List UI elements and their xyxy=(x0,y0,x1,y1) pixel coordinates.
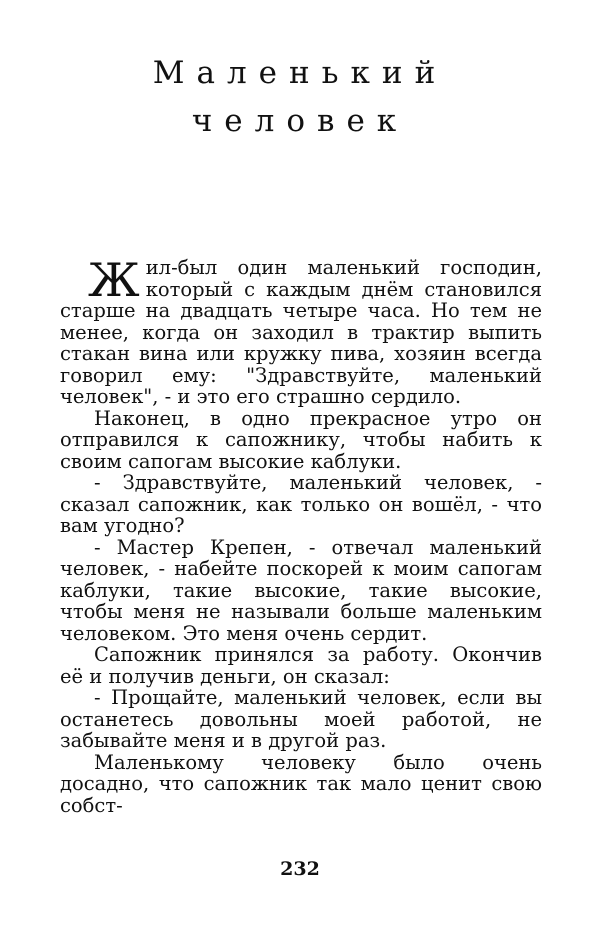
page-number: 232 xyxy=(280,858,320,880)
paragraph-6: - Прощайте, маленький человек, если вы останетесь довольны моей работой, не забывайте меня и в другой раз. xyxy=(60,686,542,752)
paragraph-3: - Здравствуйте, маленький человек, - сказал сапожник, как только он вошёл, - что вам угодно? xyxy=(60,471,542,537)
drop-cap: Ж xyxy=(88,253,140,307)
body-text xyxy=(60,253,542,817)
paragraph-1 xyxy=(60,253,542,408)
title-line-2: человек xyxy=(191,103,409,139)
paragraph-2: Наконец, в одно прекрасное утро он отправился к сапожнику, чтобы набить к своим сапогам высокие каблуки. xyxy=(60,406,542,473)
paragraph-5: Сапожник принялся за работу. Окончив её и получив деньги, он сказал: xyxy=(60,643,542,688)
title-line-1: Маленький xyxy=(152,55,448,91)
paragraph-7: Маленькому человеку было очень досадно, что сапожник так мало ценит свою собст- xyxy=(60,750,542,817)
paragraph-4: - Мастер Крепен, - отвечал маленький человек, - набейте поскорей к моим сапогам каблуки, такие высокие, такие высокие, чтобы меня не называли больше маленьким человеком. Это меня очень сердит. xyxy=(60,535,542,645)
paragraph-1-text: ил-был один маленький господин, который с каждым днём становился старше на двадцать четыре часа. Но тем не менее, когда он заходил в трактир выпить стакан вина или кружку пива, хозяин всегда говорил ему: "Здравствуйте, маленький человек", - и это его страшно сердило. xyxy=(60,256,542,408)
